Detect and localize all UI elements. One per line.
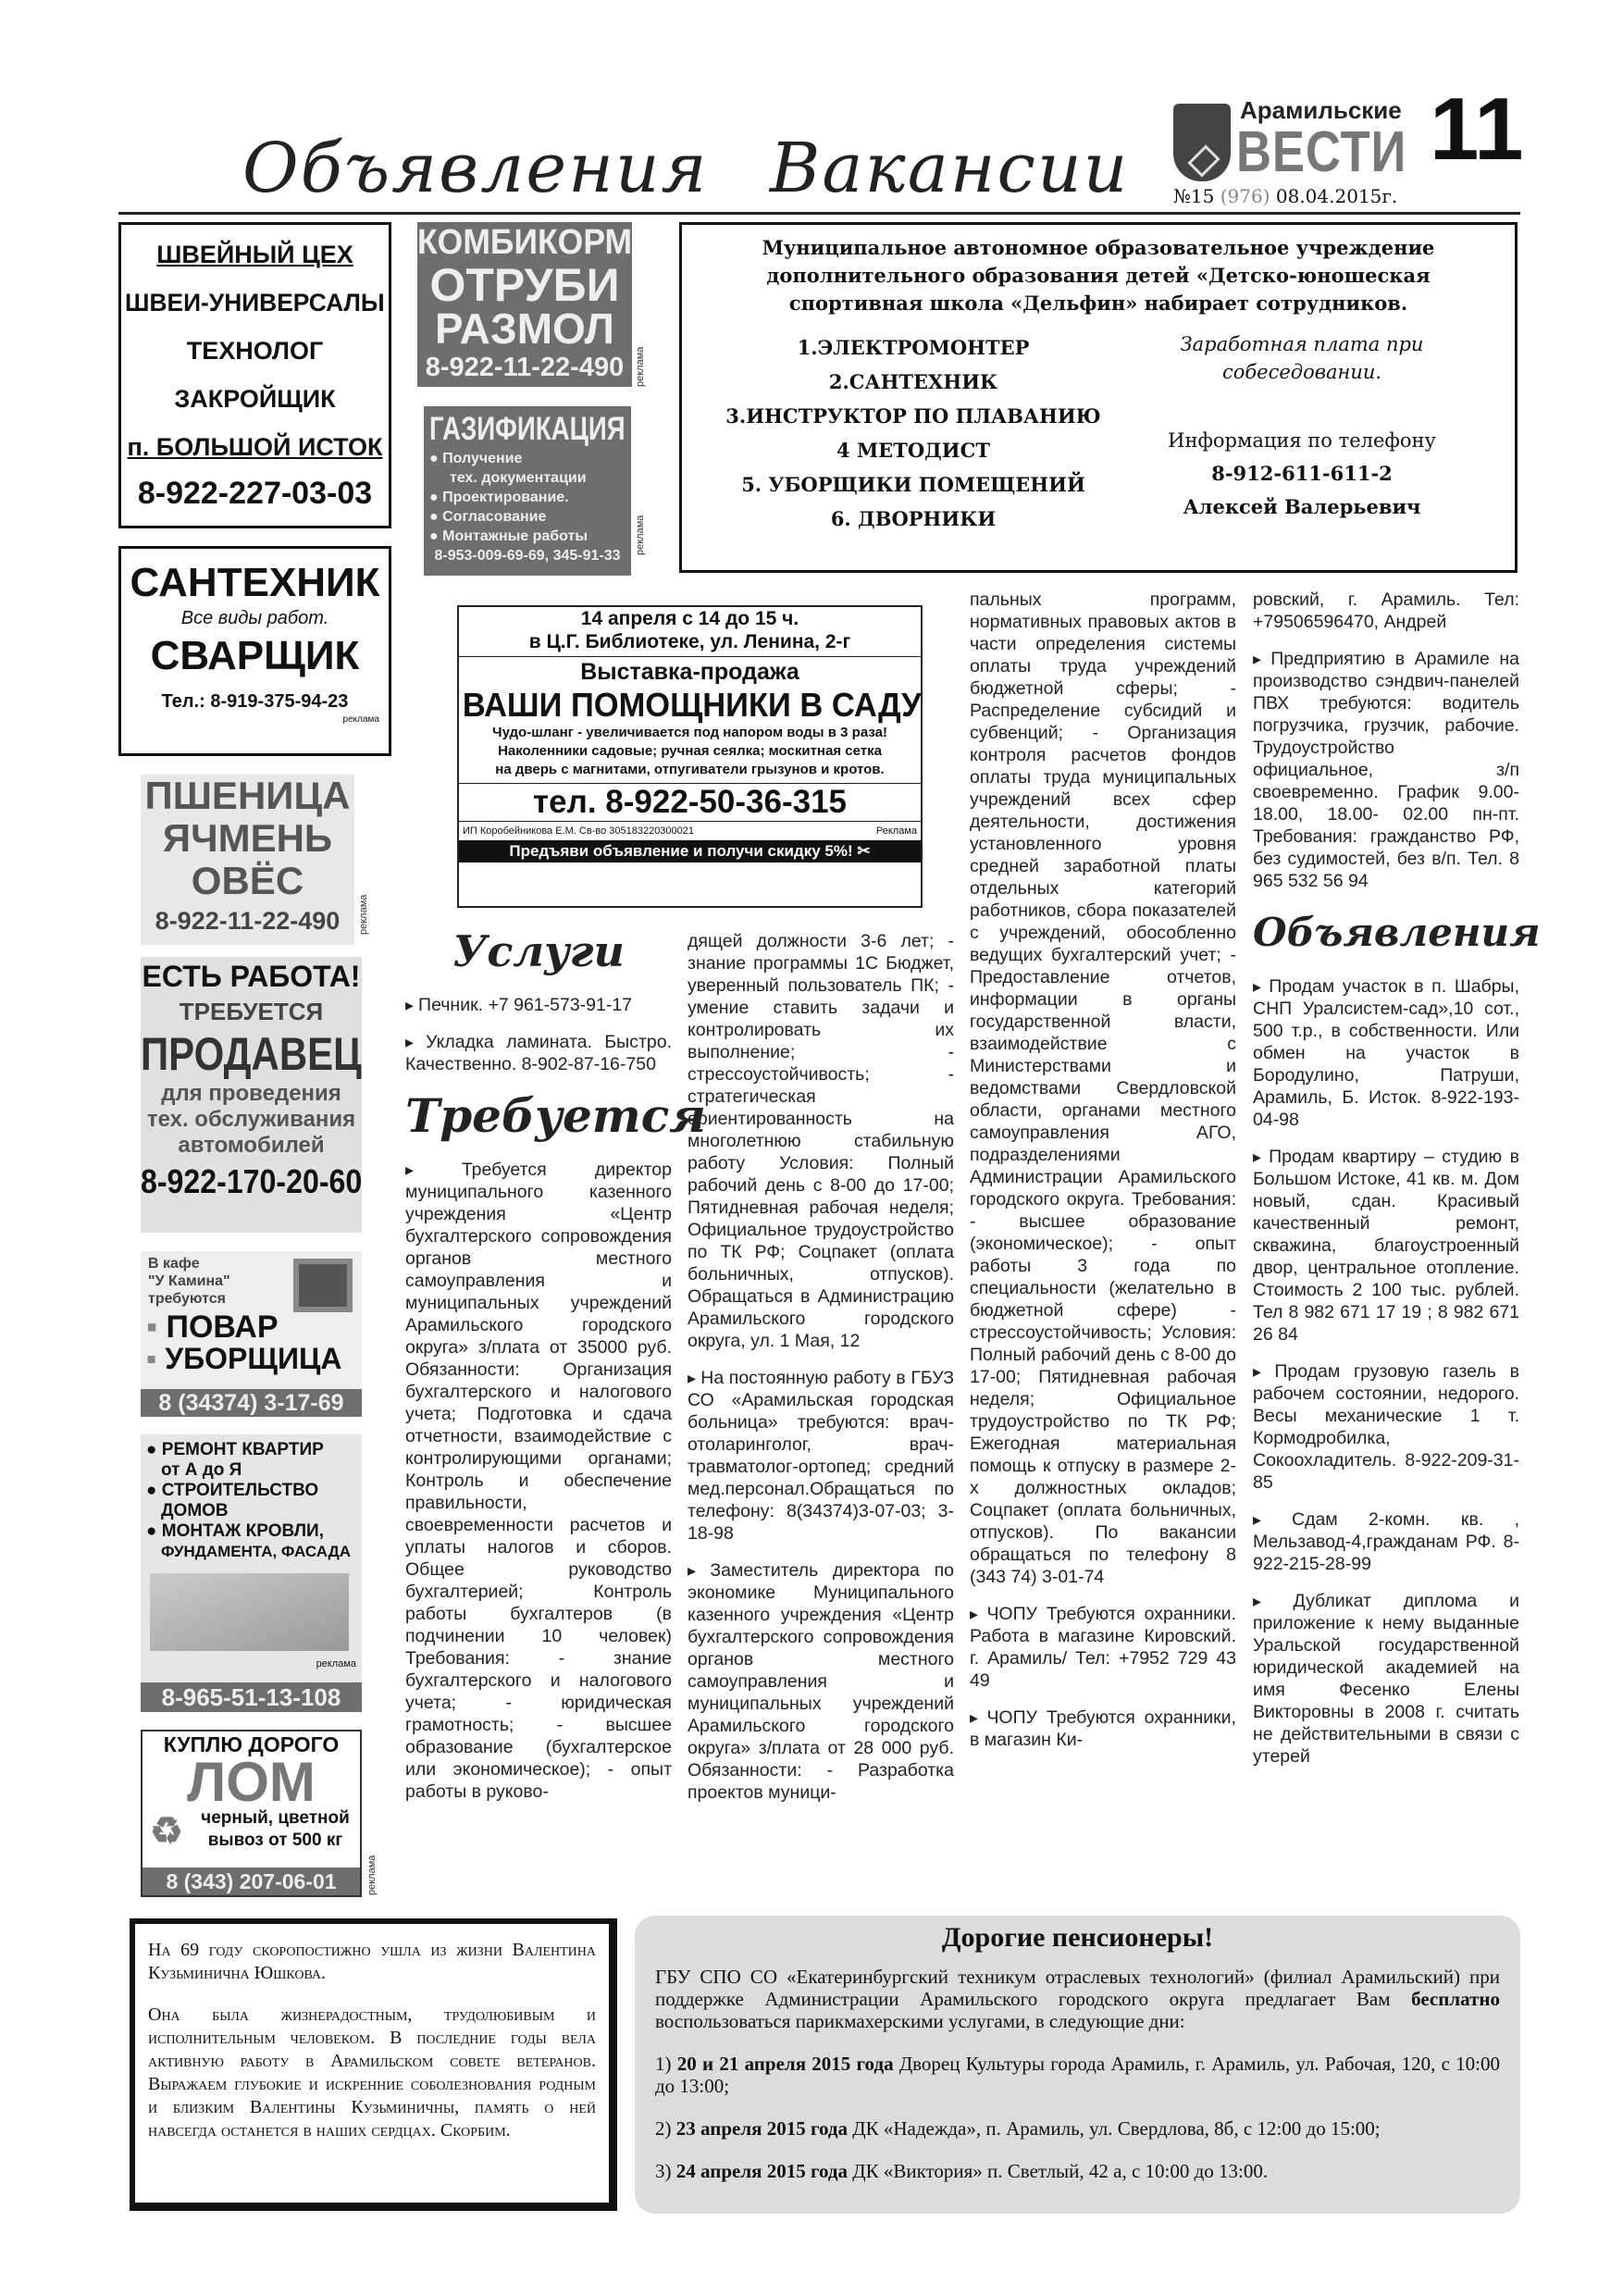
- ad-coupon: Предъяви объявление и получи скидку 5%! ✂: [459, 840, 921, 863]
- job-item: ▪ УБОРЩИЦА: [146, 1342, 342, 1375]
- recycle-icon: ♻: [150, 1811, 183, 1852]
- column-3: [970, 589, 1236, 1766]
- vacancy-item: ▸ Требуется директор муниципального казенного учреждения «Центр бухгалтерского сопровождения органов местного самоуправления и муниципальных учреждений Арамильского городского округа» з/плата от 35000 руб. Обязанности: Организация бухгалтерского и налогового учета; Подготовка и сдача отчетности, взаимодействие с контролирующими органами; Контроль и обеспечение правильности, своевременности расчетов и уплаты налогов и сборов. Общее руководство бухгалтерией; Контроль работы бухгалтеров (в подчинении 10 человек) Требования: - знание бухгалтерского и налогового учета; - юридическая грамотность; - высшее образование (бухгалтерское или экономическое); - опыт работы в руково-: [405, 1159, 672, 1803]
- ad-phone: 8-922-11-22-490: [425, 353, 625, 382]
- announcement-item: ▸ Продам квартиру – студию в Большом Истоке, 41 кв. м. Дом новый, сдан. Красивый качественный ремонт, скважина, благоустроенный двор, центральное отопление. Стоимость 2 100 тыс. рублей. Тел 8 982 671 17 19 ; 8 982 671 26 84: [1253, 1146, 1519, 1346]
- ad-item: ● РЕМОНТ КВАРТИР: [146, 1440, 324, 1459]
- position-item: 2.САНТЕХНИК: [828, 370, 998, 393]
- ad-plumber: [118, 546, 391, 756]
- announcement-item: ▸ Продам грузовую газель в рабочем состоянии, недорого. Весы механические 1 т. Кормодробилка, Сокоохладитель. 8-922-209-31-85: [1253, 1360, 1519, 1494]
- ad-phone: 8-953-009-69-69, 345-91-33: [434, 548, 621, 564]
- column-2: [688, 930, 954, 1818]
- position-item: 1.ЭЛЕКТРОМОНТЕР: [797, 336, 1030, 359]
- ad-legal: ИП Коробейникова Е.М. Св-во 305183220300021: [463, 825, 695, 837]
- scissors-icon: ✂: [857, 842, 871, 860]
- services-item: ▸ Укладка ламината. Быстро. Качественно. 8-902-87-16-750: [405, 1031, 672, 1075]
- announcement-item: ▸ Дубликат диплома и приложение к нему выданные Уральской государственной юридической академией на имя Фесенко Елены Викторовны в 2008 г. считать не действительными в связи с утерей: [1253, 1590, 1519, 1768]
- ad-cafe: [141, 1251, 362, 1417]
- section-title-ads: Объявления: [242, 129, 709, 208]
- header-rule: [118, 212, 1520, 215]
- ad-phone: 8-922-11-22-490: [155, 907, 341, 935]
- logo-bottom-text: ВЕСТИ: [1236, 120, 1407, 184]
- info-label: Информация по телефону: [1168, 429, 1436, 452]
- ad-intro: Муниципальное автономное образовательное учреждение дополнительного образования детей «Детско-юношеская спортивная школа «Дельфин» набирает сотрудников.: [762, 236, 1435, 315]
- ad-desc: Чудо-шланг - увеличивается под напором воды в 3 раза!: [492, 725, 887, 740]
- contact-name: Алексей Валерьевич: [1183, 495, 1421, 518]
- ad-phone: Тел.: 8-919-375-94-23: [161, 691, 349, 712]
- ad-item: ДОМОВ: [161, 1501, 229, 1520]
- ad-phone: 8-922-170-20-60: [141, 1162, 363, 1200]
- obituary-box: [130, 1918, 617, 2211]
- ad-item: ● Согласование: [429, 509, 547, 525]
- announcement-item: ▸ Сдам 2-комн. кв. , Мельзавод-4,гражданам РФ. 8-922-215-28-99: [1253, 1508, 1519, 1575]
- ad-tag: реклама: [366, 1855, 378, 1895]
- city-crest-logo: [1173, 104, 1231, 181]
- pensioners-notice: [635, 1916, 1520, 2214]
- logo-top-text: Арамильские: [1240, 96, 1402, 124]
- ad-title: ВАШИ ПОМОЩНИКИ В САДУ: [462, 686, 922, 724]
- ad-item: от А до Я: [161, 1460, 242, 1480]
- job-item: ▪ ПОВАР: [146, 1309, 279, 1345]
- ad-line: ОТРУБИ: [429, 259, 620, 311]
- ad-title: СВАРЩИК: [150, 633, 360, 678]
- vacancy-item-continued: дящей должности 3-6 лет; - знание программы 1С Бюджет, уверенный пользователь ПК; - умение ставить задачи и контролировать их выполнение; - стрессоустойчивость; - стратегическая ориентированность на многолетнюю стабильную работу Условия: Полный рабочий день с 8-00 до 17-00; Пятидневная рабочая неделя; Официальное трудоустройство по ТК РФ; Соцпакет (оплата больничных, отпусков). Обращаться в Администрацию Арамильского городского округа, ул. 1 Мая, 12: [688, 931, 954, 1351]
- ad-gasification: [424, 406, 631, 576]
- ad-phone: тел. 8-922-50-36-315: [459, 783, 921, 822]
- ad-phone: 8-965-51-13-108: [141, 1682, 362, 1712]
- ad-title: САНТЕХНИК: [130, 560, 380, 605]
- ad-feed: [417, 222, 632, 387]
- ad-line: КОМБИКОРМ: [417, 223, 633, 262]
- notice-date-item: 3) 24 апреля 2015 года ДК «Виктория» п. Светлый, 42 а, с 10:00 до 13:00.: [655, 2160, 1269, 2182]
- ad-item: ● Монтажные работы: [429, 528, 588, 544]
- ad-item: ● Проектирование.: [429, 490, 569, 505]
- building-materials-image: [150, 1573, 349, 1651]
- ad-phone: 8 (34374) 3-17-69: [141, 1389, 362, 1417]
- ad-line: ПШЕНИЦА: [144, 774, 351, 817]
- vacancy-item-continued: ровский, г. Арамиль. Тел: +79506596470, Андрей: [1253, 590, 1519, 632]
- ad-title: ГАЗИФИКАЦИЯ: [429, 411, 626, 447]
- ad-item: ● Получение: [429, 451, 523, 466]
- issue-number: №15: [1173, 185, 1215, 207]
- ad-sewing: [118, 222, 391, 528]
- ad-line: требуются: [148, 1291, 226, 1307]
- notice-date-item: 2) 23 апреля 2015 года ДК «Надежда», п. Арамиль, ул. Свердлова, 8б, с 12:00 до 15:00;: [655, 2117, 1381, 2140]
- announcement-item: ▸ Продам участок в п. Шабры, СНП Уралсистем-сад»,10 сот., 500 т.р., в собственности. Или обмен на участок в Бородулино, Патруши, Арамиль, Б. Исток. 8-922-193-04-98: [1253, 975, 1519, 1131]
- ad-line: ШВЕИ-УНИВЕРСАЛЫ: [125, 289, 385, 316]
- ad-line: ТРЕБУЕТСЯ: [179, 998, 324, 1025]
- ad-repair: [141, 1434, 362, 1712]
- ad-tag: реклама: [635, 346, 646, 387]
- ad-tag: реклама: [358, 894, 369, 935]
- ad-tag: реклама: [635, 515, 646, 555]
- ad-place: в Ц.Г. Библиотеке, ул. Ленина, 2-г: [459, 630, 921, 657]
- ad-line: ЕСТЬ РАБОТА!: [142, 960, 361, 993]
- section-title-vacancies: Вакансии: [770, 129, 1130, 208]
- ad-line: черный, цветной: [201, 1808, 350, 1828]
- vacancy-item: ▸ ЧОПУ Требуются охранники. Работа в магазине Кировский. г. Арамиль/ Тел: +7952 729 43 49: [970, 1603, 1236, 1692]
- issue-info: [1173, 185, 1397, 207]
- ad-phone: 8-922-227-03-03: [137, 476, 373, 511]
- ad-line: "У Камина": [148, 1273, 230, 1289]
- ad-phone: 8 (343) 207-06-01: [142, 1868, 360, 1895]
- ad-tag: Реклама: [875, 825, 917, 837]
- heading-wanted: Требуется: [405, 1088, 706, 1143]
- position-item: 6. ДВОРНИКИ: [830, 507, 997, 530]
- ad-garden-expo: [457, 605, 923, 908]
- ad-big: ЛОМ: [187, 1751, 316, 1813]
- position-item: 5. УБОРЩИКИ ПОМЕЩЕНИЙ: [741, 473, 1085, 496]
- position-item: 3.ИНСТРУКТОР ПО ПЛАВАНИЮ: [725, 404, 1101, 428]
- ad-line: ПРОДАВЕЦ: [141, 1028, 362, 1080]
- vacancy-item: ▸ Предприятию в Арамиле на производство сэндвич-панелей ПВХ требуются: водитель погрузчика, грузчик, рабочие. Трудоустройство официальное, з/п своевременно. График 9.00-18.00, 18.00- 02.00 пн-пт. Требования: гражданство РФ, без судимостей, без в/п. Тел. 8 965 532 56 94: [1253, 648, 1519, 892]
- ad-item: ФУНДАМЕНТА, ФАСАДА: [161, 1543, 352, 1560]
- ad-line: В кафе: [148, 1256, 200, 1272]
- ad-item: ● СТРОИТЕЛЬСТВО: [146, 1481, 319, 1500]
- issue-date: 08.04.2015г.: [1275, 185, 1398, 207]
- column-4: [1253, 589, 1541, 1782]
- ad-grain: [141, 775, 354, 945]
- page-number: 11: [1430, 80, 1524, 179]
- ad-tag: реклама: [316, 1658, 356, 1669]
- ad-item: тех. документации: [450, 470, 587, 486]
- ad-line: автомобилей: [178, 1133, 325, 1158]
- issue-total: (976): [1220, 185, 1270, 207]
- vacancy-item: ▸ На постоянную работу в ГБУЗ СО «Арамильская городская больница» требуются: врач-отоларинголог, врач- травматолог-ортопед; средний мед.персонал.Обращаться по телефону: 8(34374)3-07-03; 3-18-98: [688, 1367, 954, 1545]
- contact-phone: 8-912-611-611-2: [1211, 462, 1393, 485]
- obituary-text: На 69 году скоропостижно ушла из жизни Валентина Кузьминична Юшкова.: [148, 1940, 596, 1983]
- ad-dolphin-school: [679, 222, 1518, 573]
- ad-seller: [141, 957, 362, 1233]
- notice-title: Дорогие пенсионеры!: [941, 1922, 1214, 1953]
- salary-note: Заработная плата при собеседовании.: [1180, 333, 1424, 383]
- column-1: [405, 925, 706, 1818]
- notice-intro: ГБУ СПО СО «Екатеринбургский техникум отраслевых технологий» (филиал Арамильский) при поддержке Администрации Арамильского городского округа предлагает Вам бесплатно воспользоваться парикмахерскими услугами, в следующие дни:: [655, 1966, 1500, 2032]
- ad-line: для проведения: [161, 1081, 341, 1106]
- vacancy-item: ▸ ЧОПУ Требуются охранники, в магазин Ки-: [970, 1706, 1236, 1751]
- ad-scrap: [141, 1730, 362, 1897]
- position-item: 4 МЕТОДИСТ: [836, 439, 990, 462]
- heading-announcements: Объявления: [1253, 910, 1541, 955]
- obituary-text: Она была жизнерадостным, трудолюбивым и исполнительным человеком. В последние годы вела активную работу в Арамильском совете ветеранов. Выражаем глубокие и искренние соболезнования родным и близким Валентины Кузьминичны, память о ней навсегда останется в наших сердцах. Скорбим.: [148, 2004, 596, 2141]
- ad-item: ● МОНТАЖ КРОВЛИ,: [146, 1521, 324, 1541]
- ad-line: ТЕХНОЛОГ: [186, 337, 324, 365]
- ad-line: РАЗМОЛ: [435, 304, 614, 353]
- ad-line: ЯЧМЕНЬ: [162, 816, 333, 860]
- ad-line: КУПЛЮ ДОРОГО: [163, 1732, 340, 1756]
- ad-sub: Все виды работ.: [180, 608, 329, 628]
- ad-line: п. БОЛЬШОЙ ИСТОК: [127, 433, 383, 461]
- ad-line: ШВЕЙНЫЙ ЦЕХ: [156, 241, 353, 268]
- vacancy-item: ▸ Заместитель директора по экономике Муниципального казенного учреждения «Центр бухгалтерского сопровождения органов местного самоуправления и муниципальных учреждений Арамильского городского округа» з/плата от 28 000 руб. Обязанности: - Разработка проектов муници-: [688, 1559, 954, 1804]
- fireplace-image: [293, 1259, 353, 1312]
- vacancy-item-continued: пальных программ, нормативных правовых актов в части определения системы оплаты труда учреждений бюджетной сферы; - Распределение субсидий и субвенций; - Организация контроля расчетов фондов оплаты труда муниципальных учреждений всех сфер деятельности, достижения установленного уровня средней заработной платы отдельных категорий работников, сбора показателей с учреждений, обособленно ведущих бухгалтерский учет; - Предоставление отчетов, информации в органы государственной власти, взаимодействие с Министерствами и ведомствами Свердловской области, органами местного самоуправления АГО, подразделениями Администрации Арамильского городского округа. Требования: - высшее образование (экономическое); - опыт работы 3 года по специальности (желательно в бюджетной сфере) - стрессоустойчивость; Условия: Полный рабочий день с 8-00 до 17-00; Пятидневная рабочая неделя; Официальное трудоустройство по ТК РФ; Ежегодная материальная помощь к отпуску в размере 2-х должностных окладов; Соцпакет (оплата больничных, отпусков). По вакансии обращаться по телефону 8 (343 74) 3-01-74: [970, 590, 1236, 1587]
- ad-desc: на дверь с магнитами, отпугиватели грызунов и кротов.: [495, 762, 885, 777]
- ad-line: тех. обслуживания: [146, 1107, 356, 1132]
- ad-line: ОВЁС: [191, 859, 304, 902]
- heading-services: Услуги: [452, 926, 625, 976]
- ad-line: вывоз от 500 кг: [207, 1831, 343, 1850]
- notice-date-item: 1) 20 и 21 апреля 2015 года Дворец Культуры города Арамиль, г. Арамиль, ул. Рабочая, 120, с 10:00 до 13:00;: [655, 2053, 1501, 2097]
- ad-line: ЗАКРОЙЩИК: [174, 385, 336, 413]
- ad-desc: Наколенники садовые; ручная сеялка; москитная сетка: [498, 743, 882, 759]
- ad-sub: Выставка-продажа: [580, 659, 799, 685]
- services-item: ▸ Печник. +7 961-573-91-17: [405, 994, 672, 1016]
- ad-tag: реклама: [342, 714, 379, 725]
- ad-date: 14 апреля с 14 до 15 ч.: [580, 608, 799, 629]
